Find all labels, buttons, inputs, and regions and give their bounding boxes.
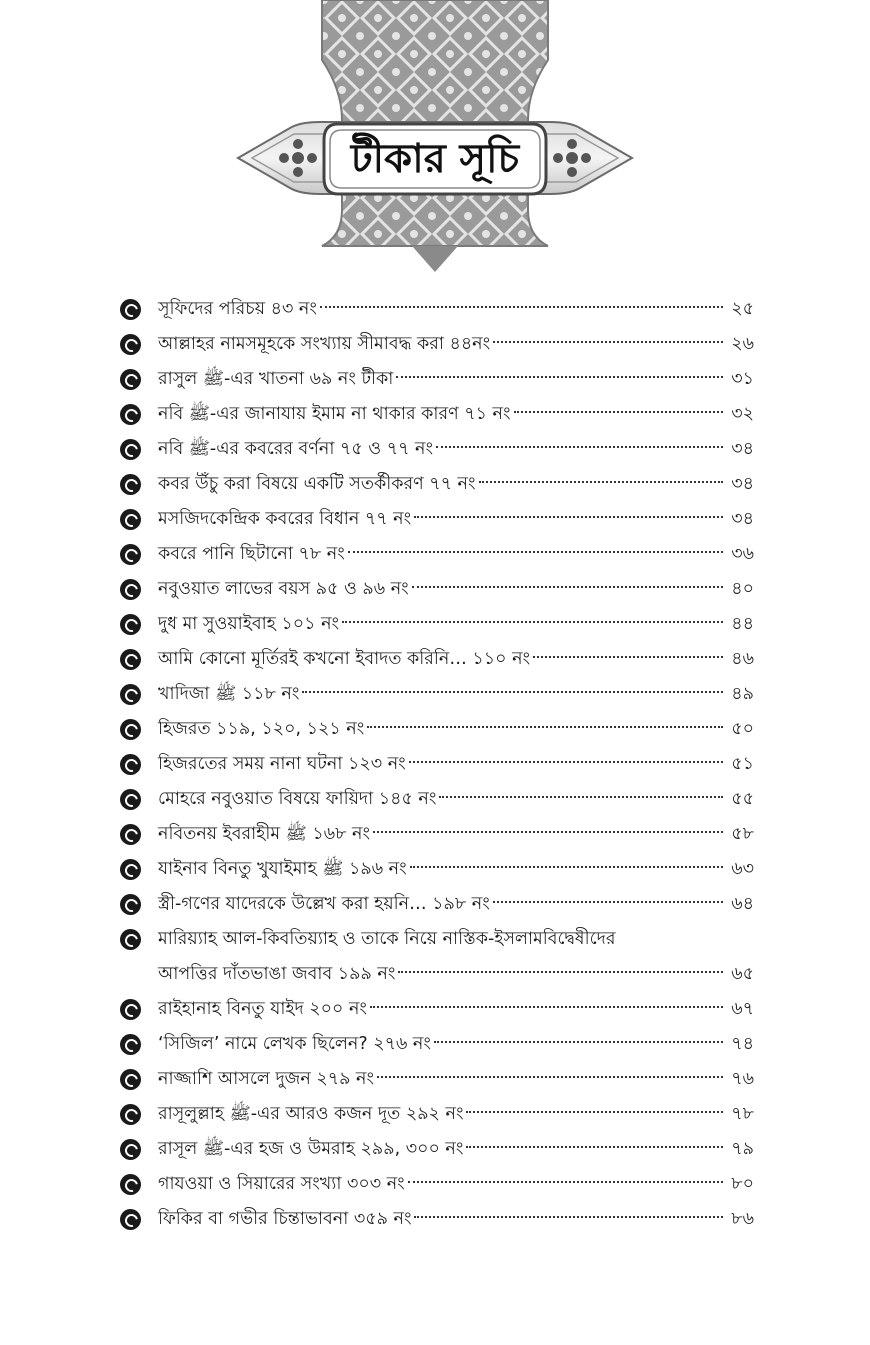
- bullet-icon: [120, 1174, 141, 1195]
- toc-entry-page: ৭৬: [731, 1069, 754, 1089]
- dot-leader: [434, 1041, 723, 1043]
- dot-leader: [377, 1076, 723, 1078]
- bullet-icon: [120, 1104, 141, 1125]
- toc-entry-label: নবি ﷺ-এর কবরের বর্ণনা ৭৫ ও ৭৭ নং: [158, 439, 433, 459]
- toc-list: [120, 292, 754, 1237]
- bullet-icon: [120, 439, 141, 460]
- toc-entry-page: ৪৪: [731, 614, 754, 634]
- toc-entry-label: নাজ্জাশি আসলে দুজন ২৭৯ নং: [158, 1069, 375, 1089]
- toc-entry-page: ৩১: [731, 369, 754, 389]
- toc-entry: [120, 887, 754, 922]
- toc-entry-label: সূফিদের পরিচয় ৪৩ নং: [158, 299, 317, 319]
- toc-entry-label: হিজরত ১১৯, ১২০, ১২১ নং: [158, 719, 365, 739]
- toc-entry-label: মসজিদকেন্দ্রিক কবরের বিধান ৭৭ নং: [158, 509, 412, 529]
- dot-leader: [493, 341, 723, 343]
- toc-entry-label-continued: আপত্তির দাঁতভাঙা জবাব ১৯৯ নং: [158, 964, 396, 984]
- toc-entry-page: ৪০: [731, 579, 754, 599]
- dot-leader: [514, 411, 723, 413]
- toc-entry-page: ৩৪: [731, 509, 754, 529]
- bullet-icon: [120, 929, 141, 950]
- toc-entry: [120, 467, 754, 502]
- toc-entry: [120, 992, 754, 1027]
- toc-entry-page: ৬৭: [731, 999, 754, 1019]
- toc-entry: [120, 782, 754, 817]
- toc-entry-label: রাসূলুল্লাহ ﷺ-এর আরও কজন দূত ২৯২ নং: [158, 1104, 464, 1124]
- bullet-icon: [120, 999, 141, 1020]
- toc-entry-page: ৫০: [731, 719, 754, 739]
- toc-entry-page: ২৫: [731, 299, 754, 319]
- toc-entry: [120, 1167, 754, 1202]
- bullet-icon: [120, 894, 141, 915]
- bullet-icon: [120, 1034, 141, 1055]
- toc-entry-page: ৩৪: [731, 439, 754, 459]
- toc-entry-label: ‘সিজিল’ নামে লেখক ছিলেন? ২৭৬ নং: [158, 1034, 431, 1054]
- toc-entry-label: মারিয়্যাহ আল-কিবতিয়্যাহ ও তাকে নিয়ে নাস্তিক-ইসলামবিদ্বেষীদের: [158, 929, 616, 949]
- dot-leader: [533, 656, 723, 658]
- dot-leader: [410, 866, 723, 868]
- toc-entry-label: নবিতনয় ইবরাহীম ﷺ ১৬৮ নং: [158, 824, 371, 844]
- toc-entry-label: রাসুল ﷺ-এর খাতনা ৬৯ নং টীকা: [158, 369, 394, 389]
- toc-entry: [120, 1202, 754, 1237]
- toc-entry: [120, 397, 754, 432]
- toc-entry: [120, 327, 754, 362]
- toc-entry-label: রাসূল ﷺ-এর হজ ও উমরাহ ২৯৯, ৩০০ নং: [158, 1139, 464, 1159]
- toc-entry-page: ২৬: [731, 334, 754, 354]
- page-title: টীকার সূচি: [350, 134, 520, 182]
- toc-entry-label: নবি ﷺ-এর জানাযায় ইমাম না থাকার কারণ ৭১ নং: [158, 404, 511, 424]
- toc-entry: [120, 537, 754, 572]
- toc-entry-label: কবর উঁচু করা বিষয়ে একটি সতর্কীকরণ ৭৭ নং: [158, 474, 476, 494]
- dot-leader: [414, 1216, 723, 1218]
- toc-entry-label: আল্লাহর নামসমূহকে সংখ্যায় সীমাবদ্ধ করা ৪৪নং: [158, 334, 491, 354]
- dot-leader: [408, 1181, 723, 1183]
- dot-leader: [396, 376, 723, 378]
- toc-entry-page: ৬৫: [731, 964, 754, 984]
- toc-entry: [120, 922, 754, 992]
- toc-entry-page: ৮৬: [731, 1209, 754, 1229]
- toc-entry-page: ৭৪: [731, 1034, 754, 1054]
- bullet-icon: [120, 789, 141, 810]
- toc-entry-label: নবুওয়াত লাভের বয়স ৯৫ ও ৯৬ নং: [158, 579, 409, 599]
- bullet-icon: [120, 334, 141, 355]
- toc-entry: [120, 362, 754, 397]
- dot-leader: [342, 621, 723, 623]
- toc-entry-label: ফিকির বা গভীর চিন্তাভাবনা ৩৫৯ নং: [158, 1209, 412, 1229]
- dot-leader: [409, 761, 723, 763]
- dot-leader: [320, 306, 723, 308]
- bullet-icon: [120, 684, 141, 705]
- toc-entry-label: খাদিজা ﷺ ১১৮ নং: [158, 684, 300, 704]
- toc-entry-page: ৬৩: [731, 859, 754, 879]
- bullet-icon: [120, 1139, 141, 1160]
- dot-leader: [414, 516, 723, 518]
- toc-entry: [120, 1097, 754, 1132]
- bullet-icon: [120, 1069, 141, 1090]
- dot-leader: [348, 551, 723, 553]
- dot-leader: [493, 901, 723, 903]
- bullet-icon: [120, 579, 141, 600]
- bullet-icon: [120, 824, 141, 845]
- toc-entry-page: ৬৪: [731, 894, 754, 914]
- dot-leader: [398, 971, 723, 973]
- dot-leader: [439, 796, 723, 798]
- bullet-icon: [120, 754, 141, 775]
- header-banner: [0, 0, 870, 290]
- toc-entry-label: রাইহানাহ বিনতু যাইদ ২০০ নং: [158, 999, 367, 1019]
- toc-entry-label: স্ত্রী-গণের যাদেরকে উল্লেখ করা হয়নি… ১৯৮ নং: [158, 894, 490, 914]
- toc-entry: [120, 1062, 754, 1097]
- bullet-icon: [120, 649, 141, 670]
- toc-entry: [120, 642, 754, 677]
- toc-entry: [120, 677, 754, 712]
- toc-entry: [120, 572, 754, 607]
- toc-entry-page: ৮০: [731, 1174, 754, 1194]
- toc-entry: [120, 432, 754, 467]
- toc-entry-label: যাইনাব বিনতু খুযাইমাহ ﷺ ১৯৬ নং: [158, 859, 407, 879]
- toc-entry-label: মোহরে নবুওয়াত বিষয়ে ফায়িদা ১৪৫ নং: [158, 789, 437, 809]
- dot-leader: [302, 691, 723, 693]
- toc-entry-page: ৭৮: [731, 1104, 754, 1124]
- toc-entry-label: গাযওয়া ও সিয়ারের সংখ্যা ৩০৩ নং: [158, 1174, 405, 1194]
- bullet-icon: [120, 544, 141, 565]
- dot-leader: [479, 481, 723, 483]
- dot-leader: [436, 446, 723, 448]
- toc-entry-page: ৩৬: [731, 544, 754, 564]
- toc-entry-page: ৫৫: [731, 789, 754, 809]
- bullet-icon: [120, 369, 141, 390]
- toc-entry: [120, 1027, 754, 1062]
- toc-entry-page: ৪৬: [731, 649, 754, 669]
- toc-entry-page: ৪৯: [731, 684, 754, 704]
- toc-entry-label: দুধ মা সুওয়াইবাহ ১০১ নং: [158, 614, 340, 634]
- bullet-icon: [120, 719, 141, 740]
- dot-leader: [370, 1006, 723, 1008]
- toc-entry: [120, 502, 754, 537]
- toc-entry-page: ৩২: [731, 404, 754, 424]
- toc-entry-label: আমি কোনো মূর্তিরই কখনো ইবাদত করিনি… ১১০ নং: [158, 649, 531, 669]
- toc-entry: [120, 607, 754, 642]
- toc-entry: [120, 292, 754, 327]
- toc-entry: [120, 817, 754, 852]
- toc-entry-page: ৩৪: [731, 474, 754, 494]
- toc-entry-label: হিজরতের সময় নানা ঘটনা ১২৩ নং: [158, 754, 406, 774]
- bullet-icon: [120, 404, 141, 425]
- dot-leader: [466, 1146, 723, 1148]
- toc-entry: [120, 712, 754, 747]
- dot-leader: [367, 726, 723, 728]
- dot-leader: [466, 1111, 723, 1113]
- toc-entry: [120, 852, 754, 887]
- toc-entry-label: কবরে পানি ছিটানো ৭৮ নং: [158, 544, 345, 564]
- bullet-icon: [120, 859, 141, 880]
- toc-entry-page: ৫১: [731, 754, 754, 774]
- bullet-icon: [120, 1209, 141, 1230]
- toc-entry-page: ৫৮: [731, 824, 754, 844]
- toc-entry: [120, 1132, 754, 1167]
- bullet-icon: [120, 509, 141, 530]
- dot-leader: [373, 831, 723, 833]
- bullet-icon: [120, 299, 141, 320]
- toc-entry-page: ৭৯: [731, 1139, 754, 1159]
- toc-entry: [120, 747, 754, 782]
- dot-leader: [412, 586, 723, 588]
- bullet-icon: [120, 614, 141, 635]
- bullet-icon: [120, 474, 141, 495]
